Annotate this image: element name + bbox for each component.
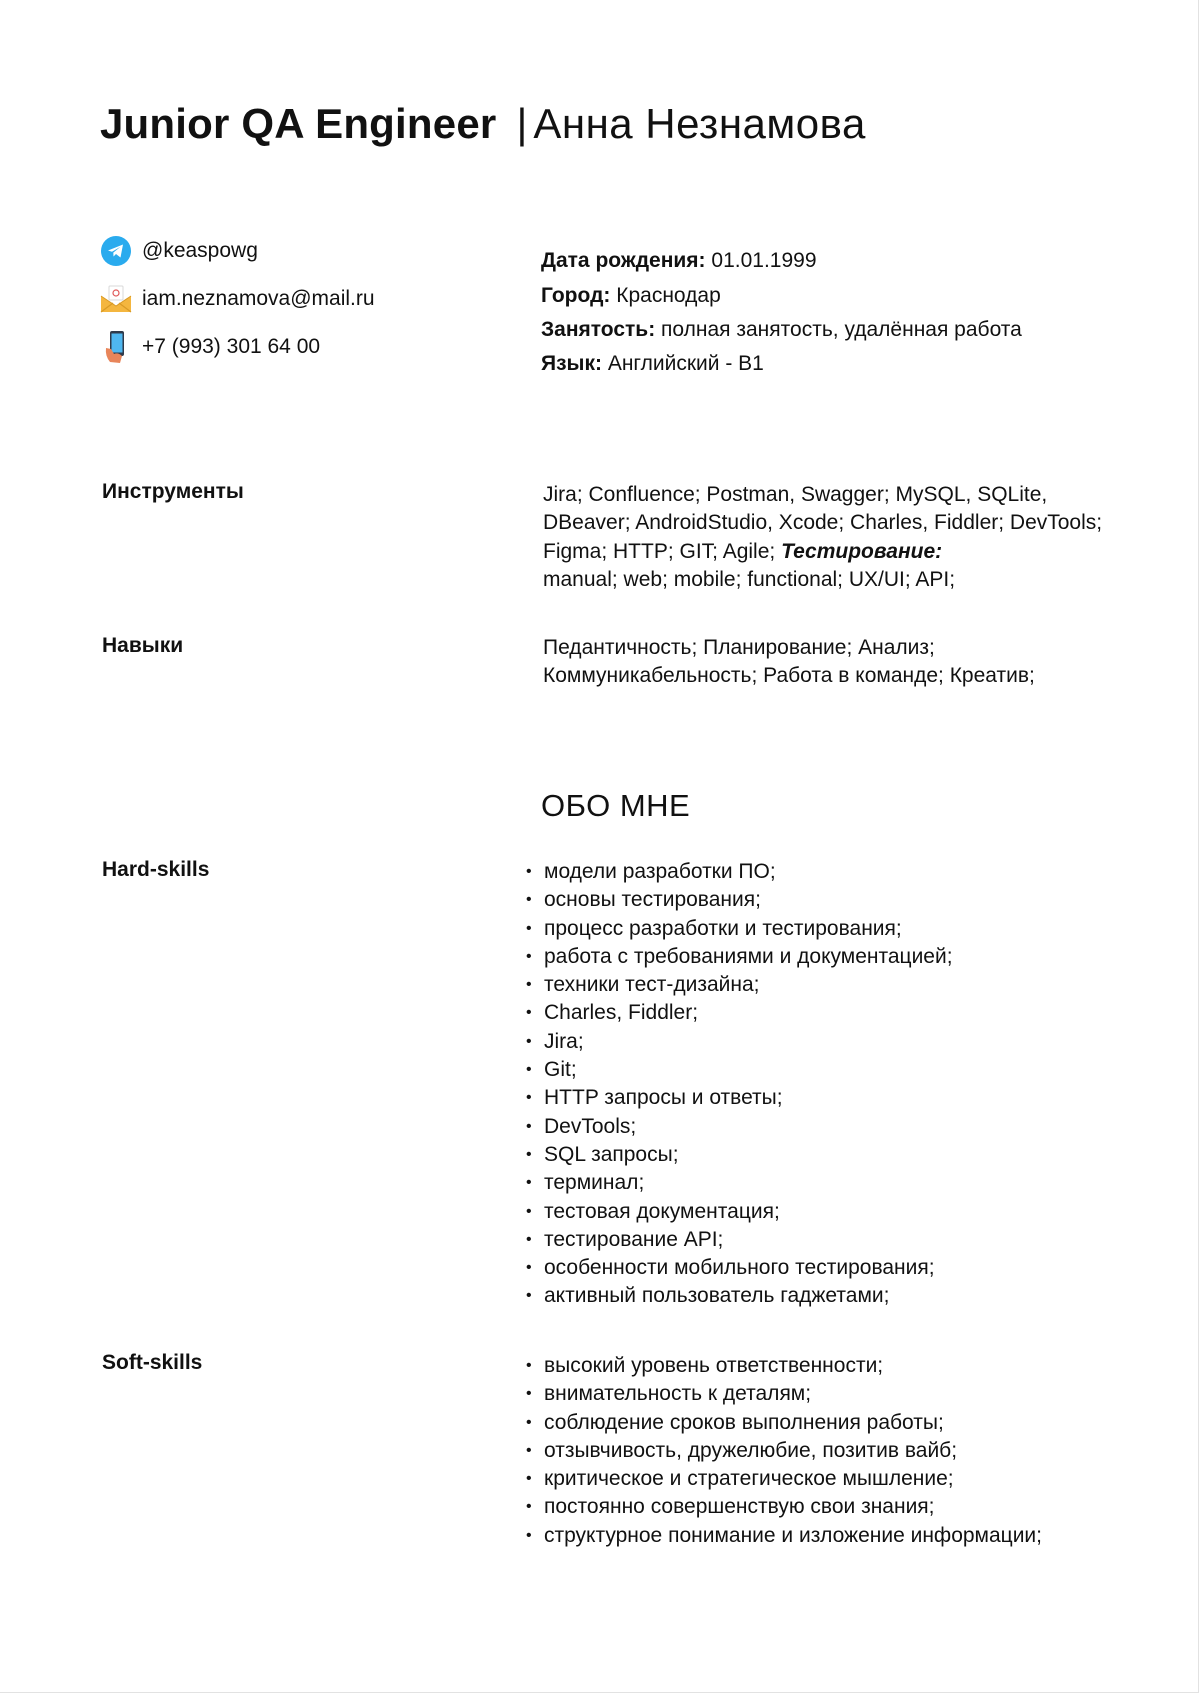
list-item-text: особенности мобильного тестирования; — [544, 1256, 935, 1280]
telegram-handle: @keaspowg — [142, 239, 258, 262]
bullet: • — [526, 1357, 532, 1374]
list-item — [522, 1056, 953, 1084]
bullet: • — [526, 1145, 532, 1163]
contact-telegram[interactable] — [100, 233, 258, 269]
list-item-text: терминал; — [544, 1171, 645, 1195]
candidate-name: Анна Незнамова — [533, 100, 866, 147]
telegram-icon — [100, 235, 132, 267]
list-item-text: DevTools; — [544, 1114, 637, 1138]
list-item — [522, 1226, 953, 1254]
list-item-text: HTTP запросы и ответы; — [544, 1086, 783, 1110]
bullet: • — [526, 891, 532, 909]
list-item — [522, 1493, 1042, 1521]
phone-icon — [100, 331, 132, 363]
bullet: • — [526, 1413, 532, 1431]
list-item-text: работа с требованиями и документацией; — [544, 944, 953, 968]
bullet: • — [526, 1032, 532, 1050]
employment-label: Занятость: — [541, 318, 656, 341]
page-title — [100, 96, 866, 152]
soft-skills-list — [522, 1352, 1042, 1550]
list-item-text: критическое и стратегическое мышление; — [544, 1467, 954, 1491]
bullet: • — [526, 1526, 532, 1544]
info-birth-date — [541, 246, 817, 276]
list-item — [522, 1198, 953, 1226]
envelope-icon — [100, 283, 132, 315]
skills-line: Педантичность; Планирование; Анализ; — [543, 636, 935, 659]
list-item-text: модели разработки ПО; — [544, 860, 776, 883]
bullet: • — [526, 1498, 532, 1516]
list-item-text: тестовая документация; — [544, 1199, 780, 1223]
list-item — [522, 1437, 1042, 1465]
bullet: • — [526, 1061, 532, 1079]
skills-text — [543, 634, 1035, 691]
info-city — [541, 281, 721, 311]
list-item — [522, 858, 953, 886]
city-label: Город: — [541, 284, 611, 307]
tools-line-start: Figma; HTTP; GIT; Agile; — [543, 539, 776, 563]
list-item — [522, 1409, 1042, 1437]
contact-email[interactable] — [100, 281, 375, 317]
soft-skills-label: Soft-skills — [102, 1351, 203, 1374]
list-item — [522, 1169, 953, 1197]
list-item-text: внимательность к деталям; — [544, 1382, 812, 1406]
title-separator: | — [516, 100, 528, 147]
list-item — [522, 1352, 1042, 1380]
info-employment — [541, 315, 1022, 345]
birth-label: Дата рождения: — [541, 249, 706, 272]
list-item-text: отзывчивость, дружелюбие, позитив вайб; — [544, 1438, 958, 1462]
bullet: • — [526, 919, 532, 937]
bullet: • — [526, 863, 532, 880]
email-address: iam.neznamova@mail.ru — [142, 287, 375, 310]
bullet: • — [526, 1089, 532, 1107]
info-language — [541, 349, 764, 379]
tools-line: DBeaver; AndroidStudio, Xcode; Charles, Fiddler; DevTools; — [543, 511, 1103, 535]
hard-skills-list — [522, 858, 953, 1311]
list-item — [522, 1522, 1042, 1550]
list-item-text: высокий уровень ответственности; — [544, 1354, 884, 1377]
bullet: • — [526, 1202, 532, 1220]
tools-label: Инструменты — [102, 480, 244, 503]
list-item-text: Git; — [544, 1058, 577, 1082]
skills-line: Коммуникабельность; Работа в команде; Креатив; — [543, 664, 1035, 688]
list-item-text: соблюдение сроков выполнения работы; — [544, 1410, 944, 1434]
list-item-text: техники тест-дизайна; — [544, 973, 760, 997]
list-item-text: постоянно совершенствую свои знания; — [544, 1495, 935, 1519]
list-item-text: Jira; — [544, 1029, 584, 1053]
list-item — [522, 1084, 953, 1112]
list-item — [522, 1028, 953, 1056]
list-item-text: SQL запросы; — [544, 1142, 679, 1166]
list-item — [522, 999, 953, 1027]
skills-label: Навыки — [102, 634, 184, 657]
bullet: • — [526, 1117, 532, 1135]
list-item — [522, 971, 953, 999]
bullet: • — [526, 1441, 532, 1459]
bullet: • — [526, 976, 532, 994]
list-item-text: структурное понимание и изложение информации; — [544, 1523, 1043, 1547]
hard-skills-label: Hard-skills — [102, 858, 210, 881]
list-item — [522, 886, 953, 914]
list-item — [522, 915, 953, 943]
tools-line — [543, 538, 1102, 566]
list-item — [522, 943, 953, 971]
list-item-text: процесс разработки и тестирования; — [544, 916, 902, 940]
job-title: Junior QA Engineer — [100, 100, 497, 147]
language-value: Английский - B1 — [607, 352, 764, 375]
list-item-text: тестирование API; — [544, 1227, 724, 1251]
bullet: • — [526, 1259, 532, 1277]
bullet: • — [526, 947, 532, 965]
employment-value: полная занятость, удалённая работа — [661, 318, 1022, 341]
list-item — [522, 1282, 953, 1310]
list-item — [522, 1113, 953, 1141]
tools-line: Jira; Confluence; Postman, Swagger; MySQL, SQLite, — [543, 483, 1048, 506]
bullet: • — [526, 1385, 532, 1403]
list-item-text: основы тестирования; — [544, 888, 761, 912]
bullet: • — [526, 1230, 532, 1248]
testing-label: Тестирование: — [781, 539, 943, 563]
bullet: • — [526, 1004, 532, 1022]
list-item-text: активный пользователь гаджетами; — [544, 1284, 890, 1308]
language-label: Язык: — [541, 352, 602, 375]
list-item — [522, 1465, 1042, 1493]
contact-phone[interactable] — [100, 329, 320, 365]
about-heading: ОБО МНЕ — [541, 788, 691, 823]
list-item-text: Charles, Fiddler; — [544, 1001, 699, 1025]
city-value: Краснодар — [616, 284, 721, 307]
birth-value: 01.01.1999 — [711, 249, 817, 272]
list-item — [522, 1380, 1042, 1408]
bullet: • — [526, 1470, 532, 1488]
bullet: • — [526, 1287, 532, 1305]
tools-line: manual; web; mobile; functional; UX/UI; API; — [543, 567, 956, 591]
list-item — [522, 1254, 953, 1282]
tools-text — [543, 481, 1102, 594]
bullet: • — [526, 1174, 532, 1192]
list-item — [522, 1141, 953, 1169]
phone-number: +7 (993) 301 64 00 — [142, 335, 321, 358]
